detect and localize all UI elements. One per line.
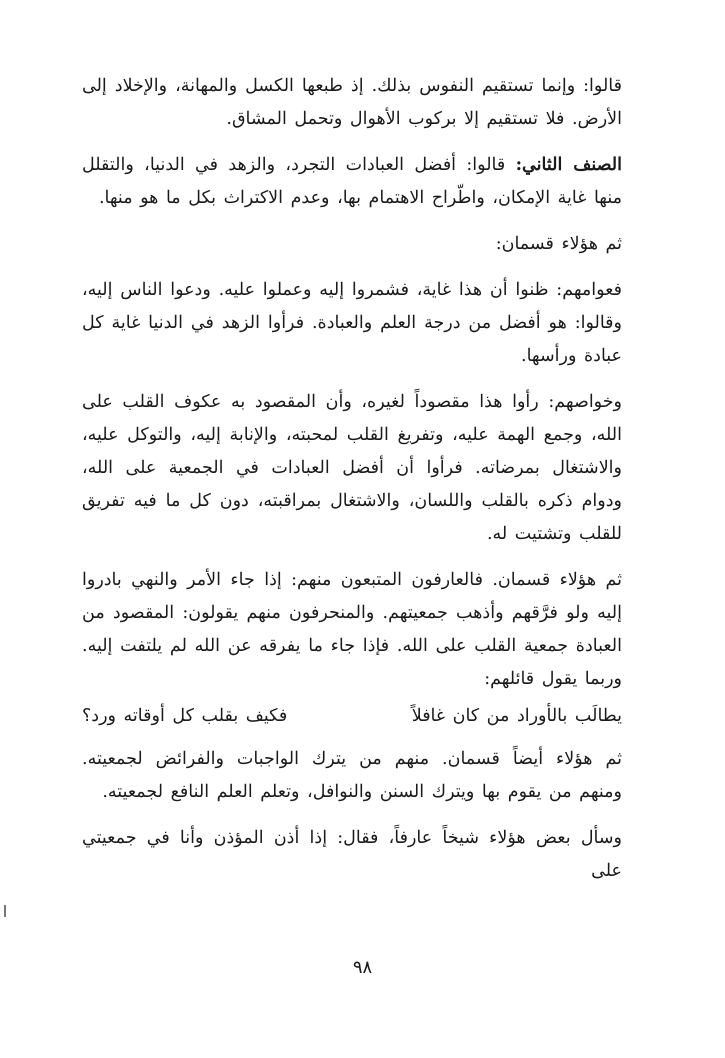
verse-first-hemistich: يطالَب بالأوراد من كان غافلاً: [411, 706, 622, 726]
page-body: [82, 70, 622, 901]
paragraph-4: فعوامهم: ظنوا أن هذا غاية، فشمروا إليه وعملوا عليه. ودعوا الناس إليه، وقالوا: هو أفضل من درجة العلم والعبادة. فرأوا الزهد في الدنيا غاية كل عبادة ورأسها.: [82, 280, 622, 366]
scan-edge-mark: [4, 905, 6, 917]
verse-second-hemistich: فكيف بقلب كل أوقاته ورد؟: [82, 706, 288, 726]
paragraph-1: قالوا: وإنما تستقيم النفوس بذلك. إذ طبعها الكسل والمهانة، والإخلاد إلى الأرض. فلا تستقيم إلا بركوب الأهوال وتحمل المشاق.: [82, 76, 622, 129]
paragraph-2-text: قالوا: أفضل العبادات التجرد، والزهد في الدنيا، والتقلل منها غاية الإمكان، واطّراح الاهتمام بها، وعدم الاكتراث بكل ما هو منها.: [82, 155, 622, 208]
paragraph-7: ثم هؤلاء أيضاً قسمان. منهم من يترك الواجبات والفرائض لجمعيته. ومنهم من يقوم بها ويترك السنن والنوافل، وتعلم العلم النافع لجمعيته.: [82, 749, 622, 802]
paragraph-2: [82, 149, 622, 215]
paragraph-6: ثم هؤلاء قسمان. فالعارفون المتبعون منهم: إذا جاء الأمر والنهي بادروا إليه ولو فرَّقهم وأذهب جمعيتهم. والمنحرفون منهم يقولون: المقصود من العبادة جمعية القلب على الله. فإذا جاء ما يفرقه عن الله لم يلتفت إليه. وربما يقول قائلهم:: [82, 570, 622, 689]
page-number: ٩٨: [352, 957, 373, 978]
poetry-verse: [82, 700, 622, 733]
paragraph-5: وخواصهم: رأوا هذا مقصوداً لغيره، وأن المقصود به عكوف القلب على الله، وجمع الهمة عليه، وتفريغ القلب لمحبته، والإنابة إليه، والتوكل عليه، والاشتغال بمرضاته. فرأوا أن أفضل العبادات في الجمعية على الله، ودوام ذكره بالقلب واللسان، والاشتغال بمراقبته، دون كل ما فيه تفريق للقلب وتشتيت له.: [82, 392, 622, 544]
section-heading: الصنف الثاني:: [515, 155, 622, 175]
paragraph-8: وسأل بعض هؤلاء شيخاً عارفاً، فقال: إذا أذن المؤذن وأنا في جمعيتي على: [82, 828, 622, 881]
paragraph-3: ثم هؤلاء قسمان:: [495, 234, 622, 254]
